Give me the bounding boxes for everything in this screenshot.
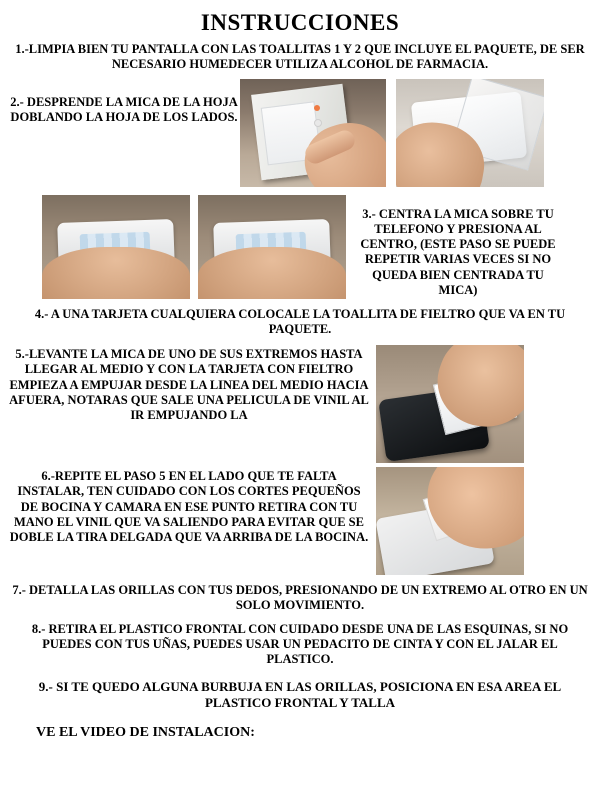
hands-shape — [42, 247, 190, 299]
step-8-text: 8.- RETIRA EL PLASTICO FRONTAL CON CUIDADO DESDE UNA DE LAS ESQUINAS, SI NO PUEDES CON TUS UÑAS, PUEDES USAR UN PEDACITO DE CINTA Y CON EL JALAR EL PLASTICO. — [31, 621, 569, 666]
step-9-text: 9.- SI TE QUEDO ALGUNA BURBUJA EN LAS ORILLAS, POSICIONA EN ESA AREA EL PLASTICO FRONTAL Y TALLA — [38, 679, 562, 711]
gray-dot-icon — [314, 119, 322, 127]
step-3-row — [8, 195, 592, 299]
step-2-row — [8, 79, 592, 187]
phone-centering-photo-right — [198, 195, 346, 299]
step-2-text: 2.- DESPRENDE LA MICA DE LA HOJA DOBLANDO LA HOJA DE LOS LADOS. — [10, 94, 238, 124]
step-1-text: 1.-LIMPIA BIEN TU PANTALLA CON LAS TOALLITAS 1 Y 2 QUE INCLUYE EL PAQUETE, DE SER NECESARIO HUMEDECER UTILIZA ALCOHOL DE FARMACIA. — [15, 42, 585, 72]
finger-pressing-mica-photo — [376, 467, 524, 575]
step-7-text: 7.- DETALLA LAS ORILLAS CON TUS DEDOS, PRESIONANDO DE UN EXTREMO AL OTRO EN UN SOLO MOVIMIENTO. — [12, 583, 588, 613]
card-lifting-mica-photo — [376, 345, 524, 463]
step-4-text: 4.- A UNA TARJETA CUALQUIERA COLOCALE LA TOALLITA DE FIELTRO QUE VA EN TU PAQUETE. — [34, 306, 566, 336]
step-3-text: 3.- CENTRA LA MICA SOBRE TU TELEFONO Y PRESIONA AL CENTRO, (ESTE PASO SE PUEDE REPETIR VARIAS VECES SI NO QUEDA BIEN CENTRADA TU MICA) — [360, 206, 556, 297]
mica-sheet-photo — [240, 79, 386, 187]
hands-shape — [198, 247, 346, 299]
page-title: INSTRUCCIONES — [200, 10, 400, 35]
video-label: VE EL VIDEO DE INSTALACION: — [36, 725, 255, 741]
orange-dot-icon — [314, 105, 320, 111]
step-6-text: 6.-REPITE EL PASO 5 EN EL LADO QUE TE FALTA INSTALAR, TEN CUIDADO CON LOS CORTES PEQUEÑOS DE BOCINA Y CAMARA EN ESE PUNTO RETIRA CON TU MANO EL VINIL QUE VA SALIENDO PARA EVITAR QUE SE DOBLE LA TIRA DELGADA QUE VA ARRIBA DE LA BOCINA. — [9, 469, 369, 544]
phone-centering-photo-left — [42, 195, 190, 299]
step-5-row — [8, 345, 592, 463]
peeling-film-photo — [396, 79, 544, 187]
step-5-text: 5.-LEVANTE LA MICA DE UNO DE SUS EXTREMOS HASTA LLEGAR AL MEDIO Y CON LA TARJETA CON FIELTRO EMPIEZA A EMPUJAR DESDE LA LINEA DEL MEDIO HACIA AFUERA, NOTARAS QUE SALE UNA PELICULA DE VINIL AL IR EMPUJANDO LA — [9, 347, 369, 422]
step-6-row — [8, 467, 592, 575]
